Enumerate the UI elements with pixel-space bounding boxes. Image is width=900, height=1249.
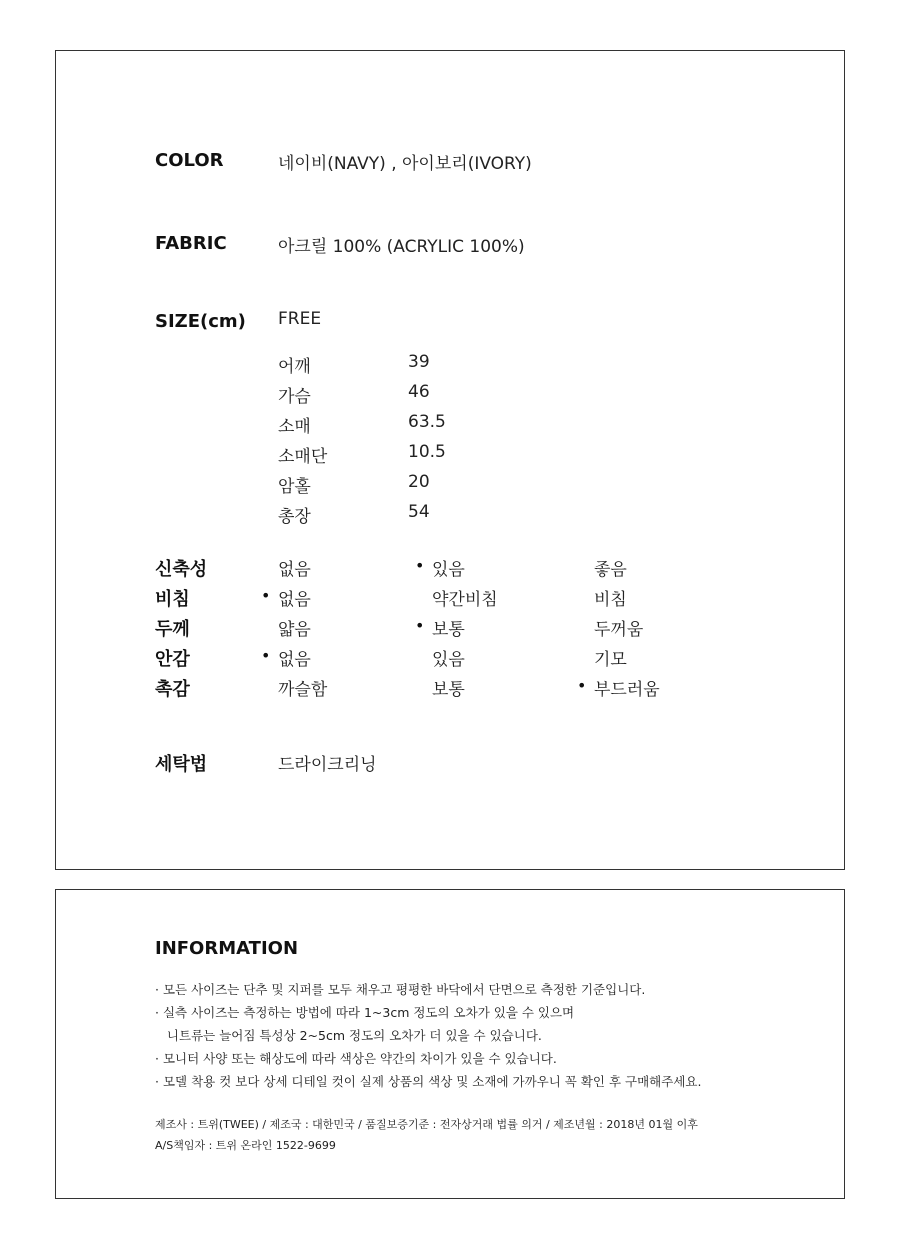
attribute-option: 기모: [594, 650, 627, 670]
washing-value: 드라이크리닝: [278, 755, 377, 775]
info-note: · 실측 사이즈는 측정하는 방법에 따라 1~3cm 정도의 오차가 있을 수 있으며: [155, 1005, 575, 1020]
as-contact-info: A/S책임자 : 트위 온라인 1522-9699: [155, 1139, 336, 1152]
attribute-option: 보통: [432, 680, 465, 700]
color-value: 네이비(NAVY) , 아이보리(IVORY): [278, 154, 532, 174]
attribute-option-selected: 부드러움: [594, 680, 660, 700]
information-title: INFORMATION: [155, 938, 299, 959]
size-row-value: 63.5: [408, 412, 446, 432]
size-row-name: 가슴: [278, 387, 311, 407]
info-note: · 모니터 사양 또는 해상도에 따라 색상은 약간의 차이가 있을 수 있습니다.: [155, 1051, 557, 1066]
attribute-option-selected: 보통: [432, 620, 465, 640]
color-label: COLOR: [155, 150, 224, 171]
attribute-label: 비침: [155, 589, 190, 610]
size-row-name: 총장: [278, 507, 311, 527]
attribute-option-selected: 있음: [432, 560, 465, 580]
attribute-option: 비침: [594, 590, 627, 610]
attribute-option: 없음: [278, 560, 311, 580]
attribute-label: 안감: [155, 649, 190, 670]
attribute-option: 좋음: [594, 560, 627, 580]
selected-bullet-icon: •: [415, 556, 425, 575]
size-row-name: 소매: [278, 417, 311, 437]
size-label: SIZE(cm): [155, 311, 246, 332]
size-row-value: 20: [408, 472, 430, 492]
size-value: FREE: [278, 309, 322, 329]
size-row-name: 소매단: [278, 447, 328, 467]
fabric-value: 아크릴 100% (ACRYLIC 100%): [278, 237, 525, 257]
info-note: · 모든 사이즈는 단추 및 지퍼를 모두 채우고 평평한 바닥에서 단면으로 측정한 기준입니다.: [155, 982, 646, 997]
attribute-option-selected: 없음: [278, 590, 311, 610]
washing-label: 세탁법: [155, 754, 208, 775]
size-row-name: 어깨: [278, 357, 311, 377]
size-row-value: 39: [408, 352, 430, 372]
attribute-option: 얇음: [278, 620, 311, 640]
attribute-label: 신축성: [155, 559, 208, 580]
attribute-label: 촉감: [155, 679, 190, 700]
size-row-value: 10.5: [408, 442, 446, 462]
attribute-label: 두께: [155, 619, 190, 640]
selected-bullet-icon: •: [261, 646, 271, 665]
manufacturer-info: 제조사 : 트위(TWEE) / 제조국 : 대한민국 / 품질보증기준 : 전자상거래 법률 의거 / 제조년월 : 2018년 01월 이후: [155, 1118, 698, 1131]
size-row-value: 54: [408, 502, 430, 522]
size-row-value: 46: [408, 382, 430, 402]
attribute-option: 까슬함: [278, 680, 328, 700]
size-row-name: 암홀: [278, 477, 311, 497]
fabric-label: FABRIC: [155, 233, 227, 254]
attribute-option: 있음: [432, 650, 465, 670]
selected-bullet-icon: •: [261, 586, 271, 605]
selected-bullet-icon: •: [415, 616, 425, 635]
attribute-option: 두꺼움: [594, 620, 644, 640]
attribute-option: 약간비침: [432, 590, 498, 610]
attribute-option-selected: 없음: [278, 650, 311, 670]
info-note: 니트류는 늘어짐 특성상 2~5cm 정도의 오차가 더 있을 수 있습니다.: [155, 1028, 542, 1043]
selected-bullet-icon: •: [577, 676, 587, 695]
info-note: · 모델 착용 컷 보다 상세 디테일 컷이 실제 상품의 색상 및 소재에 가까우니 꼭 확인 후 구매해주세요.: [155, 1074, 702, 1089]
